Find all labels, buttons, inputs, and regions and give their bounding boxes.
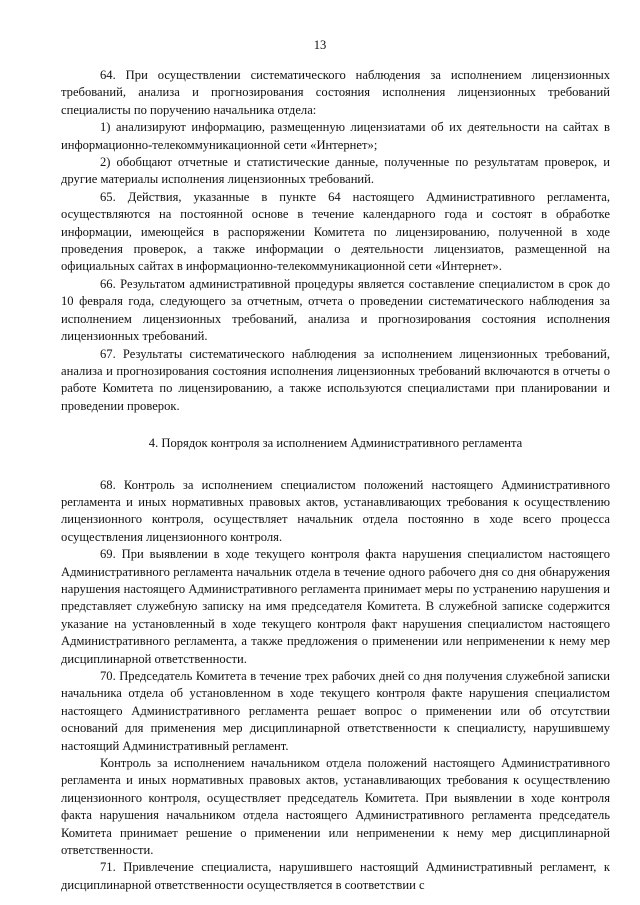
paragraph-71: 71. Привлечение специалиста, нарушившего настоящий Административный регламент, к дисциплинарной ответственности осуществляется в соответствии с [61, 860, 610, 892]
page-content [61, 67, 610, 894]
paragraph-69: 69. При выявлении в ходе текущего контроля факта нарушения специалистом настоящего Административного регламента начальник отдела в течение одного рабочего дня со дня обнаружения нарушения настоящего Административного регламента принимает меры по устранению нарушения и представляет служебную записку на имя председателя Комитета. В служебной записке содержится указание на установленный в ходе текущего контроля факт нарушения специалистом настоящего Административного регламента, а также предложения о применении или неприменении к нему мер дисциплинарной ответственности. [61, 547, 610, 666]
paragraph-66: 66. Результатом административной процедуры является составление специалистом в срок до 10 февраля года, следующего за отчетным, отчета о проведении систематического наблюдения за исполнением лицензионных требований, анализа и прогнозирования состояния исполнения лицензионных требований. [61, 276, 610, 344]
paragraph-control: Контроль за исполнением начальником отдела положений настоящего Административного регламента и иных нормативных правовых актов, устанавливающих требования к осуществлению лицензионного контроля, осуществляет председатель Комитета. При выявлении в ходе контроля факта нарушения начальником отдела настоящего Административного регламента председатель Комитета принимает решение о применении или неприменении к нему мер дисциплинарной ответственности. [61, 756, 610, 858]
paragraph-70: 70. Председатель Комитета в течение трех рабочих дней со дня получения служебной записки начальника отдела об установленном в ходе текущего контроля факте нарушения специалистом настоящего Административного регламента решает вопрос о применении или об отсутствии оснований для применения мер дисциплинарной ответственности к специалисту, нарушившему настоящий Административный регламент. [61, 669, 610, 753]
paragraph-65: 65. Действия, указанные в пункте 64 настоящего Административного регламента, осуществляются на постоянной основе в течение календарного года и состоят в обработке информации, имеющейся в распоряжении Комитета по лицензированию, полученной в ходе проведения проверок, а также информации о деятельности лицензиатов, размещенной на официальных сайтах в информационно-телекоммуникационной сети «Интернет». [61, 189, 610, 274]
page-number: 13 [313, 38, 327, 52]
paragraph-64: 64. При осуществлении систематического наблюдения за исполнением лицензионных требований, анализа и прогнозирования состояния исполнения лицензионных требований специалисты по поручению начальника отдела: [61, 68, 610, 117]
paragraph-67: 67. Результаты систематического наблюдения за исполнением лицензионных требований, анализа и прогнозирования состояния исполнения лицензионных требований включаются в отчеты о работе Комитета по лицензированию, а также используются специалистами при планировании и проведении проверок. [61, 346, 610, 413]
section-heading: 4. Порядок контроля за исполнением Административного регламента [148, 436, 523, 451]
paragraph-68: 68. Контроль за исполнением специалистом положений настоящего Административного регламента и иных нормативных правовых актов, устанавливающих требования к осуществлению лицензионного контроля, осуществляет начальник отдела постоянно в ходе всего процесса осуществления лицензионного контроля. [61, 477, 610, 544]
list-item-2: 2) обобщают отчетные и статистические данные, полученные по результатам проверок, и другие материалы исполнения лицензионных требований. [61, 155, 610, 187]
list-item-1: 1) анализируют информацию, размещенную лицензиатами об их деятельности на сайтах в информационно-телекоммуникационной сети «Интернет»; [61, 120, 610, 152]
